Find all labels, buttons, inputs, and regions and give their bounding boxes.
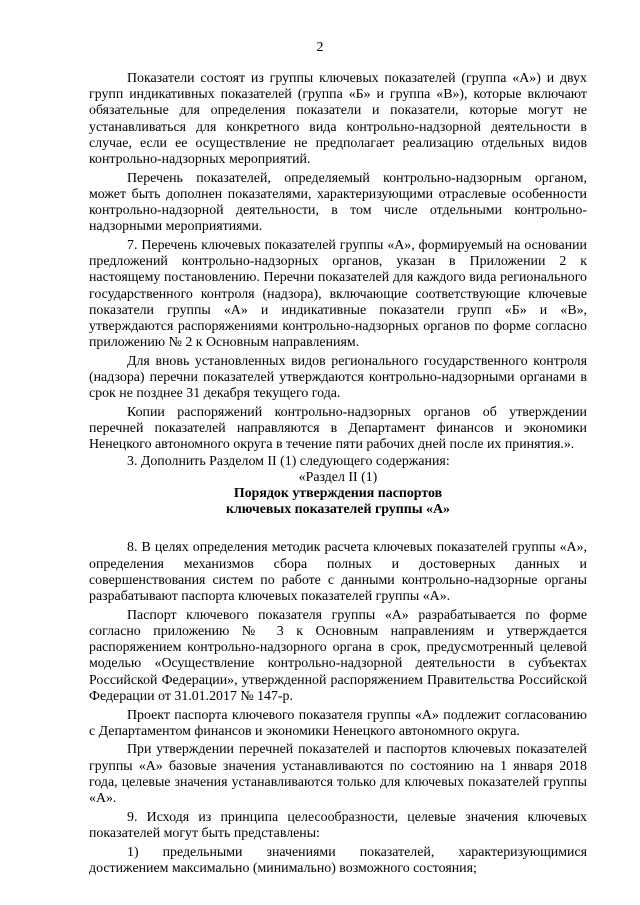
paragraph: 1) предельными значениями показателей, характеризующимися достижением максимально (минимально) возможного состояния; <box>89 844 587 876</box>
paragraph: Показатели состоят из группы ключевых показателей (группа «А») и двух групп индикативных показателей (группа «Б» и группа «В»), которые включают обязательные для определения показатели и показатели, которые могут не устанавливаться для конкретного вида контрольно-надзорной деятельности в случае, если ее осуществление не предполагает реализацию отдельных видов контрольно-надзорных мероприятий. <box>89 71 587 168</box>
section-label: «Раздел II (1) <box>298 469 378 485</box>
page-number: 2 <box>316 40 324 55</box>
document-body <box>89 71 587 877</box>
paragraph: Копии распоряжений контрольно-надзорных органов об утверждении перечней показателей направляются в Департамент финансов и экономики Ненецкого автономного округа в течение пяти рабочих дней после их принятия.». <box>89 405 587 453</box>
paragraph: Перечень показателей, определяемый контрольно-надзорным органом, может быть дополнен показателями, характеризующими отраслевые особенности контрольно-надзорной деятельности, в том числе отдельными контрольно-надзорными мероприятиями. <box>89 170 587 235</box>
paragraph: 8. В целях определения методик расчета ключевых показателей группы «А», определения механизмов сбора полных и достоверных данных и совершенствования систем по работе с данными контрольно-надзорные органы разрабатывают паспорта ключевых показателей группы «А». <box>89 540 587 605</box>
paragraph: 7. Перечень ключевых показателей группы «А», формируемый на основании предложений контрольно-надзорных органов, указан в Приложении 2 к настоящему постановлению. Перечни показателей для каждого вида регионального государственного контроля (надзора), включающие соответствующие ключевые показатели группы «А» и индикативные показатели групп «Б» и «В», утверждаются распоряжениями контрольно-надзорных органов по форме согласно приложению № 2 к Основным направлениям. <box>89 238 587 351</box>
section-heading-line-2: ключевых показателей группы «А» <box>226 502 450 518</box>
section-heading-line-1: Порядок утверждения паспортов <box>233 486 443 502</box>
paragraph: Для вновь установленных видов регионального государственного контроля (надзора) перечни показателей утверждаются контрольно-надзорными органами в срок не позднее 31 декабря текущего года. <box>89 353 587 402</box>
paragraph: 3. Дополнить Разделом II (1) следующего содержания: <box>127 453 450 469</box>
spacer <box>89 518 587 540</box>
paragraph: Проект паспорта ключевого показателя группы «А» подлежит согласованию с Департаментом финансов и экономики Ненецкого автономного округа. <box>89 707 587 739</box>
paragraph: При утверждении перечней показателей и паспортов ключевых показателей группы «А» базовые значения устанавливаются по состоянию на 1 января 2018 года, целевые значения устанавливаются только для ключевых показателей группы «А». <box>89 742 587 807</box>
paragraph: 9. Исходя из принципа целесообразности, целевые значения ключевых показателей могут быть представлены: <box>89 809 587 841</box>
paragraph: Паспорт ключевого показателя группы «А» разрабатывается по форме согласно приложению № 3 к Основным направлениям и утверждается распоряжением контрольно-надзорного органа в срок, предусмотренный целевой моделью «Осуществление контрольно-надзорной деятельности в субъектах Российской Федерации», утвержденной распоряжением Правительства Российской Федерации от 31.01.2017 № 147-р. <box>89 607 587 704</box>
